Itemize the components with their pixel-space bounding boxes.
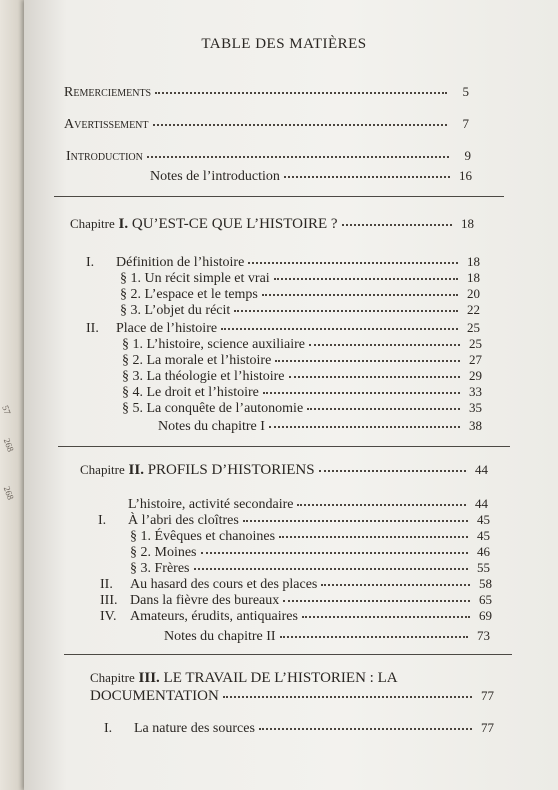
- leader-dots: [283, 590, 470, 602]
- leader-dots: [259, 718, 472, 730]
- leader-dots: [284, 166, 450, 178]
- leader-dots: [274, 268, 458, 280]
- leader-dots: [262, 284, 458, 296]
- leader-dots: [221, 318, 458, 330]
- toc-entry: I. La nature des sources 77: [104, 720, 494, 736]
- leader-dots: [280, 626, 468, 638]
- toc-entry: II. Au hasard des cours et des places 58: [100, 576, 492, 592]
- separator-rule: [58, 446, 510, 447]
- leader-dots: [155, 82, 447, 94]
- page-title: TABLE DES MATIÈRES: [201, 36, 367, 52]
- toc-entry-notes-chapitre-2: Notes du chapitre II 73: [164, 628, 490, 644]
- edge-number: 268: [1, 436, 16, 454]
- chapter-heading-1: Chapitre I. QU’EST-CE QUE L’HISTOIRE ? 18: [70, 216, 474, 232]
- leader-dots: [248, 252, 458, 264]
- separator-rule: [54, 196, 504, 197]
- leader-dots: [153, 114, 447, 126]
- leader-dots: [297, 494, 466, 506]
- leader-dots: [309, 334, 460, 346]
- toc-entry: § 1. Évêques et chanoines 45: [130, 528, 490, 544]
- book-page: [24, 0, 558, 790]
- leader-dots: [234, 300, 458, 312]
- toc-entry-notes-introduction: Notes de l’introduction 16: [150, 168, 472, 184]
- chapter-heading-3-line2: DOCUMENTATION 77: [90, 688, 494, 704]
- leader-dots: [302, 606, 470, 618]
- toc-entry: II. Place de l’histoire 25: [86, 320, 480, 336]
- leader-dots: [201, 542, 469, 554]
- leader-dots: [279, 526, 468, 538]
- toc-entry-avertissement: Avertissement 7: [64, 116, 469, 132]
- leader-dots: [194, 558, 469, 570]
- leader-dots: [307, 398, 460, 410]
- toc-entry: I. Définition de l’histoire 18: [86, 254, 480, 270]
- toc-entry: III. Dans la fièvre des bureaux 65: [100, 592, 492, 608]
- toc-entry-notes-chapitre-1: Notes du chapitre I 38: [158, 418, 482, 434]
- toc-entry: § 2. La morale et l’histoire 27: [122, 352, 482, 368]
- chapter-heading-2: Chapitre II. PROFILS D’HISTORIENS 44: [80, 462, 488, 478]
- leader-dots: [289, 366, 460, 378]
- leader-dots: [263, 382, 460, 394]
- leader-dots: [319, 460, 466, 472]
- toc-entry: IV. Amateurs, érudits, antiquaires 69: [100, 608, 492, 624]
- chapter-heading-3-line1: Chapitre III. LE TRAVAIL DE L’HISTORIEN : LA: [90, 670, 398, 686]
- leader-dots: [321, 574, 470, 586]
- toc-entry-introduction: Introduction 9: [66, 148, 471, 164]
- edge-number: 57: [0, 404, 13, 416]
- toc-entry: § 3. Frères 55: [130, 560, 490, 576]
- toc-entry-remerciements: Remerciements 5: [64, 84, 469, 100]
- toc-entry: § 3. La théologie et l’histoire 29: [122, 368, 482, 384]
- toc-entry: § 2. L’espace et le temps 20: [120, 286, 480, 302]
- leader-dots: [269, 416, 460, 428]
- leader-dots: [342, 214, 452, 226]
- toc-entry: § 1. Un récit simple et vrai 18: [120, 270, 480, 286]
- toc-entry: L’histoire, activité secondaire 44: [128, 496, 488, 512]
- edge-number: 268: [1, 484, 16, 502]
- toc-entry: § 2. Moines 46: [130, 544, 490, 560]
- leader-dots: [223, 686, 472, 698]
- separator-rule: [64, 654, 512, 655]
- toc-entry: I. À l’abri des cloîtres 45: [98, 512, 490, 528]
- toc-entry: § 3. L’objet du récit 22: [120, 302, 480, 318]
- toc-entry: § 5. La conquête de l’autonomie 35: [122, 400, 482, 416]
- leader-dots: [275, 350, 460, 362]
- toc-entry: § 1. L’histoire, science auxiliaire 25: [122, 336, 482, 352]
- toc-entry: § 4. Le droit et l’histoire 33: [122, 384, 482, 400]
- leader-dots: [243, 510, 468, 522]
- leader-dots: [147, 146, 449, 158]
